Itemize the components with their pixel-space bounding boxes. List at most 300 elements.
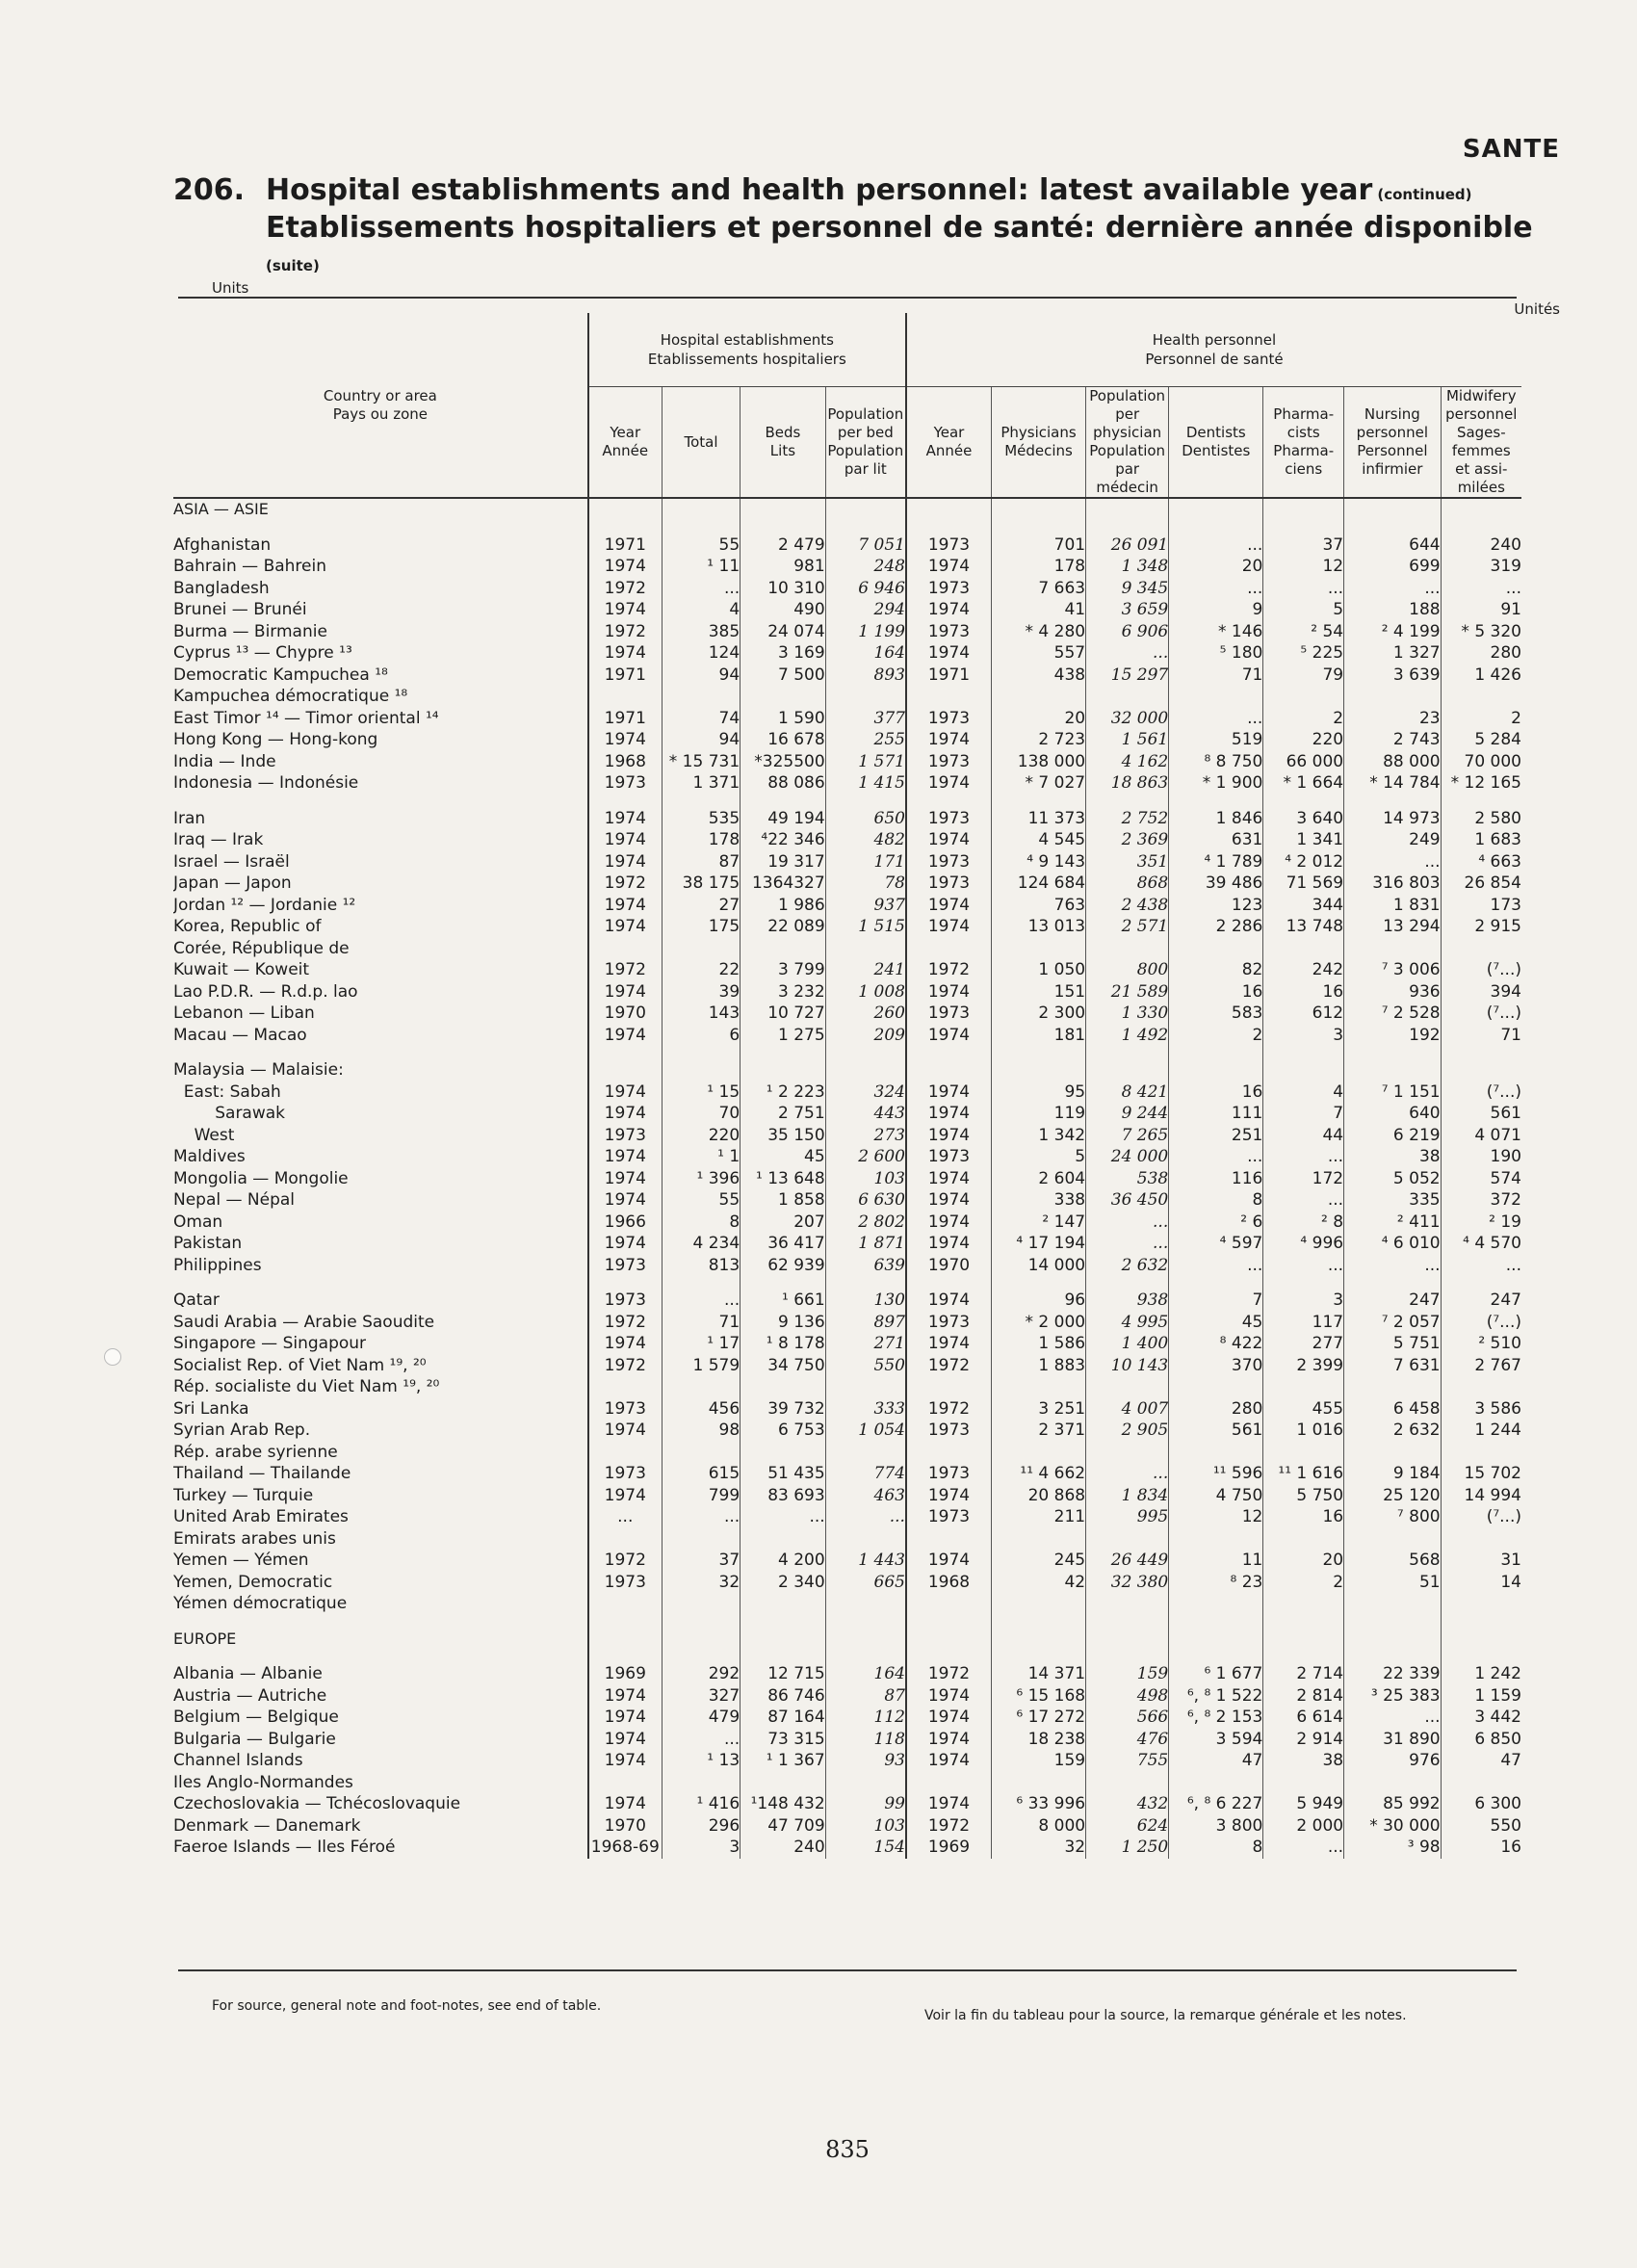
cell-beds: 981	[741, 556, 826, 578]
cell-dentists: 12	[1169, 1506, 1263, 1528]
country-cell	[173, 1572, 588, 1594]
cell-pop-per-physician	[1086, 1593, 1169, 1615]
table-row	[173, 1003, 1521, 1025]
cell-pharmacists: ...	[1263, 1146, 1344, 1168]
country-cell	[173, 1233, 588, 1255]
cell-dentists: 123	[1169, 895, 1263, 917]
cell-personnel-year: 1973	[906, 1420, 992, 1442]
country-name: Burma — Birmanie	[173, 621, 327, 641]
cell-hospital-total: 6	[662, 1025, 740, 1047]
spacer-cell	[173, 1650, 588, 1663]
cell-beds: 2 479	[741, 534, 826, 557]
cell-physicians: ⁴ 9 143	[991, 851, 1085, 873]
cell-nursing: 188	[1344, 599, 1442, 621]
cell-physicians	[991, 1593, 1085, 1615]
cell-hospital-total: 94	[662, 665, 740, 687]
country-name: Yémen démocratique	[173, 1594, 348, 1613]
country-name: East: Sabah	[173, 1082, 281, 1102]
cell-dentists: ...	[1169, 534, 1263, 557]
country-name: Socialist Rep. of Viet Nam ¹⁹, ²⁰	[173, 1355, 427, 1375]
cell-pharmacists: 37	[1263, 534, 1344, 557]
country-cell	[173, 1750, 588, 1772]
cell-personnel-year: 1973	[906, 1463, 992, 1485]
cell-midwifery	[1441, 1593, 1521, 1615]
cell-pop-per-bed: 893	[825, 665, 906, 687]
cell-midwifery	[1441, 1528, 1521, 1551]
cell-dentists: ⁸ 422	[1169, 1333, 1263, 1355]
cell-beds: 10 727	[741, 1003, 826, 1025]
spacer-cell	[741, 1046, 826, 1059]
table-row	[173, 1593, 1521, 1615]
cell-personnel-year	[906, 938, 992, 960]
cell-hospital-total: 37	[662, 1550, 740, 1572]
cell-midwifery: (⁷...)	[1441, 1082, 1521, 1104]
cell-hospital-year: 1972	[588, 1312, 663, 1334]
spacer-cell	[825, 1615, 906, 1629]
header-group-hospital: Hospital establishments Etablissements hospitaliers	[588, 313, 906, 387]
cell-nursing: 31 890	[1344, 1729, 1442, 1751]
cell-midwifery: (⁷...)	[1441, 1003, 1521, 1025]
table-row	[173, 959, 1521, 981]
country-cell	[173, 599, 588, 621]
table-row	[173, 1025, 1521, 1047]
cell-midwifery: 70 000	[1441, 751, 1521, 773]
cell-midwifery: 2 915	[1441, 916, 1521, 938]
cell-nursing	[1344, 1376, 1442, 1398]
cell-hospital-total	[662, 1528, 740, 1551]
cell-hospital-total: 38 175	[662, 873, 740, 895]
cell-beds: ¹ 661	[741, 1290, 826, 1312]
table-row	[173, 1815, 1521, 1838]
cell-midwifery: 240	[1441, 534, 1521, 557]
country-name: Mongolia — Mongolie	[173, 1168, 349, 1188]
cell-pop-per-bed	[825, 1528, 906, 1551]
cell-pharmacists	[1263, 938, 1344, 960]
cell-midwifery	[1441, 686, 1521, 708]
cell-pop-per-bed: 99	[825, 1793, 906, 1815]
cell-nursing	[1344, 1772, 1442, 1794]
spacer-cell	[991, 1046, 1085, 1059]
spacer-cell	[825, 1046, 906, 1059]
cell-pop-per-bed: 897	[825, 1312, 906, 1334]
table-row	[173, 642, 1521, 665]
cell-pop-per-bed: 103	[825, 1815, 906, 1838]
country-name: Corée, République de	[173, 938, 350, 958]
cell-physicians: 701	[991, 534, 1085, 557]
cell-midwifery: 1 242	[1441, 1663, 1521, 1685]
cell-beds	[741, 1442, 826, 1464]
spacer-cell	[741, 1276, 826, 1290]
cell-personnel-year: 1974	[906, 1707, 992, 1729]
cell-dentists: 39 486	[1169, 873, 1263, 895]
spacer-cell	[825, 795, 906, 808]
cell-pharmacists: ...	[1263, 578, 1344, 600]
cell-dentists	[1169, 938, 1263, 960]
cell-midwifery: 6 850	[1441, 1729, 1521, 1751]
cell-midwifery: 1 159	[1441, 1685, 1521, 1708]
cell-pop-per-physician: 351	[1086, 851, 1169, 873]
cell-beds: 2 751	[741, 1103, 826, 1125]
country-name: Pakistan	[173, 1234, 243, 1253]
spacer-cell	[1169, 1615, 1263, 1629]
cell-dentists: 11	[1169, 1550, 1263, 1572]
cell-pop-per-bed: 482	[825, 829, 906, 851]
cell-beds: 51 435	[741, 1463, 826, 1485]
table-row	[173, 1750, 1521, 1772]
cell-pop-per-physician	[1086, 1528, 1169, 1551]
cell-personnel-year: 1973	[906, 873, 992, 895]
cell-physicians: ¹¹ 4 662	[991, 1463, 1085, 1485]
units-label-fr: Unités	[1514, 300, 1560, 318]
cell-pop-per-physician: 432	[1086, 1793, 1169, 1815]
cell-physicians: 763	[991, 895, 1085, 917]
spacer-cell	[906, 521, 992, 534]
cell-pharmacists: ² 8	[1263, 1212, 1344, 1234]
cell-personnel-year	[906, 1593, 992, 1615]
cell-nursing: 85 992	[1344, 1793, 1442, 1815]
cell-pop-per-bed: 1 199	[825, 621, 906, 643]
spacer-cell	[1344, 1615, 1442, 1629]
cell-pharmacists	[1263, 1376, 1344, 1398]
cell-pharmacists	[1263, 1059, 1344, 1082]
cell-midwifery: 574	[1441, 1168, 1521, 1190]
cell-pop-per-bed: 87	[825, 1685, 906, 1708]
cell-pop-per-bed	[825, 1442, 906, 1464]
title-block	[173, 173, 1560, 278]
country-name: Czechoslovakia — Tchécoslovaquie	[173, 1794, 461, 1813]
cell-pharmacists: 172	[1263, 1168, 1344, 1190]
cell-nursing: ⁴ 6 010	[1344, 1233, 1442, 1255]
country-cell	[173, 1082, 588, 1104]
table-row	[173, 1146, 1521, 1168]
country-cell	[173, 1398, 588, 1421]
spacer-cell	[741, 521, 826, 534]
table-row	[173, 751, 1521, 773]
spacer-cell	[1169, 1046, 1263, 1059]
top-rule	[178, 297, 1517, 299]
cell-personnel-year	[906, 1376, 992, 1398]
cell-personnel-year: 1968	[906, 1572, 992, 1594]
country-name: Malaysia — Malaisie:	[173, 1060, 344, 1080]
country-name: Belgium — Belgique	[173, 1708, 339, 1727]
country-name: Bahrain — Bahrein	[173, 557, 326, 576]
cell-personnel-year: 1972	[906, 959, 992, 981]
cell-personnel-year	[906, 1528, 992, 1551]
cell-hospital-year: 1971	[588, 665, 663, 687]
table-number: 206.	[173, 173, 246, 207]
cell-personnel-year: 1974	[906, 599, 992, 621]
cell-physicians: 5	[991, 1146, 1085, 1168]
cell-personnel-year: 1974	[906, 1189, 992, 1212]
region-blank-cell	[662, 498, 740, 521]
spacer-cell	[1169, 795, 1263, 808]
country-cell	[173, 873, 588, 895]
cell-hospital-total: 39	[662, 981, 740, 1004]
cell-pharmacists: 44	[1263, 1125, 1344, 1147]
cell-beds: 10 310	[741, 578, 826, 600]
cell-hospital-total	[662, 686, 740, 708]
cell-pop-per-bed: ...	[825, 1506, 906, 1528]
cell-dentists: ⁸ 8 750	[1169, 751, 1263, 773]
cell-hospital-total: 74	[662, 708, 740, 730]
cell-pharmacists: 3 640	[1263, 808, 1344, 830]
cell-midwifery: * 5 320	[1441, 621, 1521, 643]
cell-physicians: ⁴ 17 194	[991, 1233, 1085, 1255]
cell-hospital-year: 1974	[588, 1729, 663, 1751]
country-cell	[173, 1420, 588, 1442]
header-hospital-year: Year Année	[588, 387, 663, 499]
cell-personnel-year: 1973	[906, 1003, 992, 1025]
country-cell	[173, 981, 588, 1004]
cell-beds: 34 750	[741, 1355, 826, 1377]
cell-beds: 73 315	[741, 1729, 826, 1751]
cell-midwifery: (⁷...)	[1441, 959, 1521, 981]
cell-pop-per-physician: 1 250	[1086, 1837, 1169, 1859]
country-cell	[173, 1485, 588, 1507]
cell-hospital-year: 1973	[588, 1463, 663, 1485]
cell-hospital-total	[662, 1442, 740, 1464]
country-cell	[173, 1003, 588, 1025]
cell-beds: 6 753	[741, 1420, 826, 1442]
cell-hospital-total: 175	[662, 916, 740, 938]
country-cell	[173, 1168, 588, 1190]
cell-personnel-year: 1972	[906, 1398, 992, 1421]
cell-pharmacists: 277	[1263, 1333, 1344, 1355]
country-cell	[173, 642, 588, 665]
country-cell	[173, 751, 588, 773]
cell-beds: 3 169	[741, 642, 826, 665]
country-name: Korea, Republic of	[173, 917, 322, 936]
cell-nursing: 6 219	[1344, 1125, 1442, 1147]
cell-dentists	[1169, 1059, 1263, 1082]
cell-personnel-year: 1974	[906, 1685, 992, 1708]
region-blank-cell	[906, 1629, 992, 1651]
cell-pharmacists: 612	[1263, 1003, 1344, 1025]
cell-pop-per-bed	[825, 686, 906, 708]
cell-beds: 36 417	[741, 1233, 826, 1255]
cell-personnel-year: 1974	[906, 895, 992, 917]
cell-hospital-year: 1974	[588, 851, 663, 873]
cell-nursing: 22 339	[1344, 1663, 1442, 1685]
cell-midwifery: 247	[1441, 1290, 1521, 1312]
cell-beds: ...	[741, 1506, 826, 1528]
spacer-cell	[662, 1046, 740, 1059]
region-blank-cell	[741, 498, 826, 521]
header-country: Country or area Pays ou zone	[173, 313, 588, 498]
spacer-cell	[1169, 1276, 1263, 1290]
cell-physicians: 557	[991, 642, 1085, 665]
table-row	[173, 1059, 1521, 1082]
cell-hospital-total: 32	[662, 1572, 740, 1594]
cell-hospital-total: 4 234	[662, 1233, 740, 1255]
cell-pop-per-physician: 1 561	[1086, 729, 1169, 751]
cell-physicians: 20 868	[991, 1485, 1085, 1507]
cell-personnel-year: 1974	[906, 1550, 992, 1572]
cell-physicians: 338	[991, 1189, 1085, 1212]
cell-beds	[741, 938, 826, 960]
cell-pop-per-physician: 868	[1086, 873, 1169, 895]
cell-pop-per-bed: 154	[825, 1837, 906, 1859]
cell-pop-per-bed: 463	[825, 1485, 906, 1507]
spacer-row	[173, 521, 1521, 534]
cell-beds: 1 590	[741, 708, 826, 730]
spacer-cell	[1086, 1046, 1169, 1059]
cell-pharmacists: 220	[1263, 729, 1344, 751]
cell-hospital-total: 1 371	[662, 772, 740, 795]
cell-pop-per-bed: 324	[825, 1082, 906, 1104]
cell-beds: 1 986	[741, 895, 826, 917]
table-row	[173, 665, 1521, 687]
cell-nursing: 88 000	[1344, 751, 1442, 773]
cell-hospital-year: 1973	[588, 1572, 663, 1594]
country-cell	[173, 1506, 588, 1528]
cell-beds: ¹ 13 648	[741, 1168, 826, 1190]
cell-hospital-year: 1972	[588, 873, 663, 895]
cell-hospital-total: ...	[662, 1729, 740, 1751]
cell-hospital-total: 8	[662, 1212, 740, 1234]
cell-dentists: ⁶, ⁸ 1 522	[1169, 1685, 1263, 1708]
cell-hospital-year: 1974	[588, 1025, 663, 1047]
region-blank-cell	[662, 1629, 740, 1651]
region-blank-cell	[588, 498, 663, 521]
cell-beds	[741, 1376, 826, 1398]
country-cell	[173, 1290, 588, 1312]
cell-dentists: 8	[1169, 1189, 1263, 1212]
cell-hospital-year: 1969	[588, 1663, 663, 1685]
cell-midwifery: 5 284	[1441, 729, 1521, 751]
spacer-cell	[741, 795, 826, 808]
cell-hospital-total: 799	[662, 1485, 740, 1507]
cell-hospital-total	[662, 1059, 740, 1082]
table-row	[173, 938, 1521, 960]
country-name: Turkey — Turquie	[173, 1485, 314, 1505]
spacer-cell	[991, 521, 1085, 534]
cell-pop-per-physician: 1 834	[1086, 1485, 1169, 1507]
cell-pop-per-physician: 15 297	[1086, 665, 1169, 687]
cell-hospital-year: 1974	[588, 916, 663, 938]
cell-dentists: ...	[1169, 1146, 1263, 1168]
region-blank-cell	[1344, 1629, 1442, 1651]
table-row	[173, 708, 1521, 730]
cell-pop-per-bed: 112	[825, 1707, 906, 1729]
country-name: Lao P.D.R. — R.d.p. lao	[173, 981, 358, 1002]
cell-pop-per-physician: 538	[1086, 1168, 1169, 1190]
spacer-cell	[588, 1046, 663, 1059]
country-cell	[173, 1025, 588, 1047]
table-row	[173, 1663, 1521, 1685]
country-cell	[173, 578, 588, 600]
spacer-cell	[825, 521, 906, 534]
cell-pop-per-bed	[825, 1376, 906, 1398]
cell-hospital-year: 1966	[588, 1212, 663, 1234]
bottom-rule	[178, 1969, 1517, 1971]
cell-dentists: ² 6	[1169, 1212, 1263, 1234]
cell-nursing	[1344, 686, 1442, 708]
cell-personnel-year: 1974	[906, 1290, 992, 1312]
cell-pop-per-physician: 938	[1086, 1290, 1169, 1312]
cell-physicians: 1 050	[991, 959, 1085, 981]
cell-pop-per-bed: 118	[825, 1729, 906, 1751]
cell-pharmacists: 7	[1263, 1103, 1344, 1125]
country-cell	[173, 665, 588, 687]
cell-physicians	[991, 1772, 1085, 1794]
cell-hospital-year: 1971	[588, 534, 663, 557]
cell-pharmacists	[1263, 1593, 1344, 1615]
cell-dentists: * 1 900	[1169, 772, 1263, 795]
country-name: Bulgaria — Bulgarie	[173, 1729, 336, 1749]
cell-hospital-year: 1973	[588, 1125, 663, 1147]
cell-midwifery: 2 580	[1441, 808, 1521, 830]
cell-hospital-total: 70	[662, 1103, 740, 1125]
cell-dentists: 4 750	[1169, 1485, 1263, 1507]
cell-beds: 4 200	[741, 1550, 826, 1572]
cell-midwifery: 561	[1441, 1103, 1521, 1125]
cell-personnel-year: 1973	[906, 1146, 992, 1168]
country-name: Austria — Autriche	[173, 1685, 327, 1706]
region-row	[173, 1629, 1521, 1651]
cell-nursing: ⁷ 2 057	[1344, 1312, 1442, 1334]
cell-pop-per-physician: 2 905	[1086, 1420, 1169, 1442]
cell-nursing: ...	[1344, 851, 1442, 873]
spacer-cell	[1344, 795, 1442, 808]
cell-nursing: 14 973	[1344, 808, 1442, 830]
cell-hospital-year: ...	[588, 1506, 663, 1528]
cell-physicians	[991, 686, 1085, 708]
cell-pharmacists: 2	[1263, 1572, 1344, 1594]
cell-nursing: 3 639	[1344, 665, 1442, 687]
cell-beds: 88 086	[741, 772, 826, 795]
cell-hospital-year: 1974	[588, 1082, 663, 1104]
cell-midwifery: 91	[1441, 599, 1521, 621]
cell-hospital-total	[662, 1593, 740, 1615]
spacer-cell	[741, 1615, 826, 1629]
cell-hospital-year: 1972	[588, 1550, 663, 1572]
region-blank-cell	[1086, 498, 1169, 521]
cell-midwifery: 14 994	[1441, 1485, 1521, 1507]
country-name: Albania — Albanie	[173, 1664, 323, 1683]
cell-nursing: 6 458	[1344, 1398, 1442, 1421]
footnote-fr: Voir la fin du tableau pour la source, la remarque générale et les notes.	[924, 2008, 1407, 2023]
country-name: Lebanon — Liban	[173, 1004, 315, 1023]
country-name: Iraq — Irak	[173, 830, 264, 849]
cell-midwifery: 71	[1441, 1025, 1521, 1047]
cell-nursing: 51	[1344, 1572, 1442, 1594]
cell-pop-per-bed: 273	[825, 1125, 906, 1147]
cell-hospital-year	[588, 1442, 663, 1464]
cell-dentists: ⁶ 1 677	[1169, 1663, 1263, 1685]
cell-hospital-year: 1974	[588, 1103, 663, 1125]
cell-midwifery: 550	[1441, 1815, 1521, 1838]
cell-hospital-total: 4	[662, 599, 740, 621]
cell-physicians	[991, 1528, 1085, 1551]
cell-pop-per-bed: 260	[825, 1003, 906, 1025]
table-row	[173, 1189, 1521, 1212]
cell-midwifery: 26 854	[1441, 873, 1521, 895]
cell-nursing: ...	[1344, 1707, 1442, 1729]
cell-beds: 9 136	[741, 1312, 826, 1334]
cell-pop-per-physician: 21 589	[1086, 981, 1169, 1004]
country-name: Faeroe Islands — Iles Féroé	[173, 1838, 396, 1857]
cell-midwifery: 16	[1441, 1837, 1521, 1859]
cell-nursing: 247	[1344, 1290, 1442, 1312]
cell-dentists: * 146	[1169, 621, 1263, 643]
spacer-cell	[1441, 521, 1521, 534]
table-row	[173, 981, 1521, 1004]
section-tag: SANTE	[1462, 135, 1560, 164]
cell-physicians: 20	[991, 708, 1085, 730]
cell-hospital-total: 71	[662, 1312, 740, 1334]
country-name: Qatar	[173, 1290, 220, 1310]
